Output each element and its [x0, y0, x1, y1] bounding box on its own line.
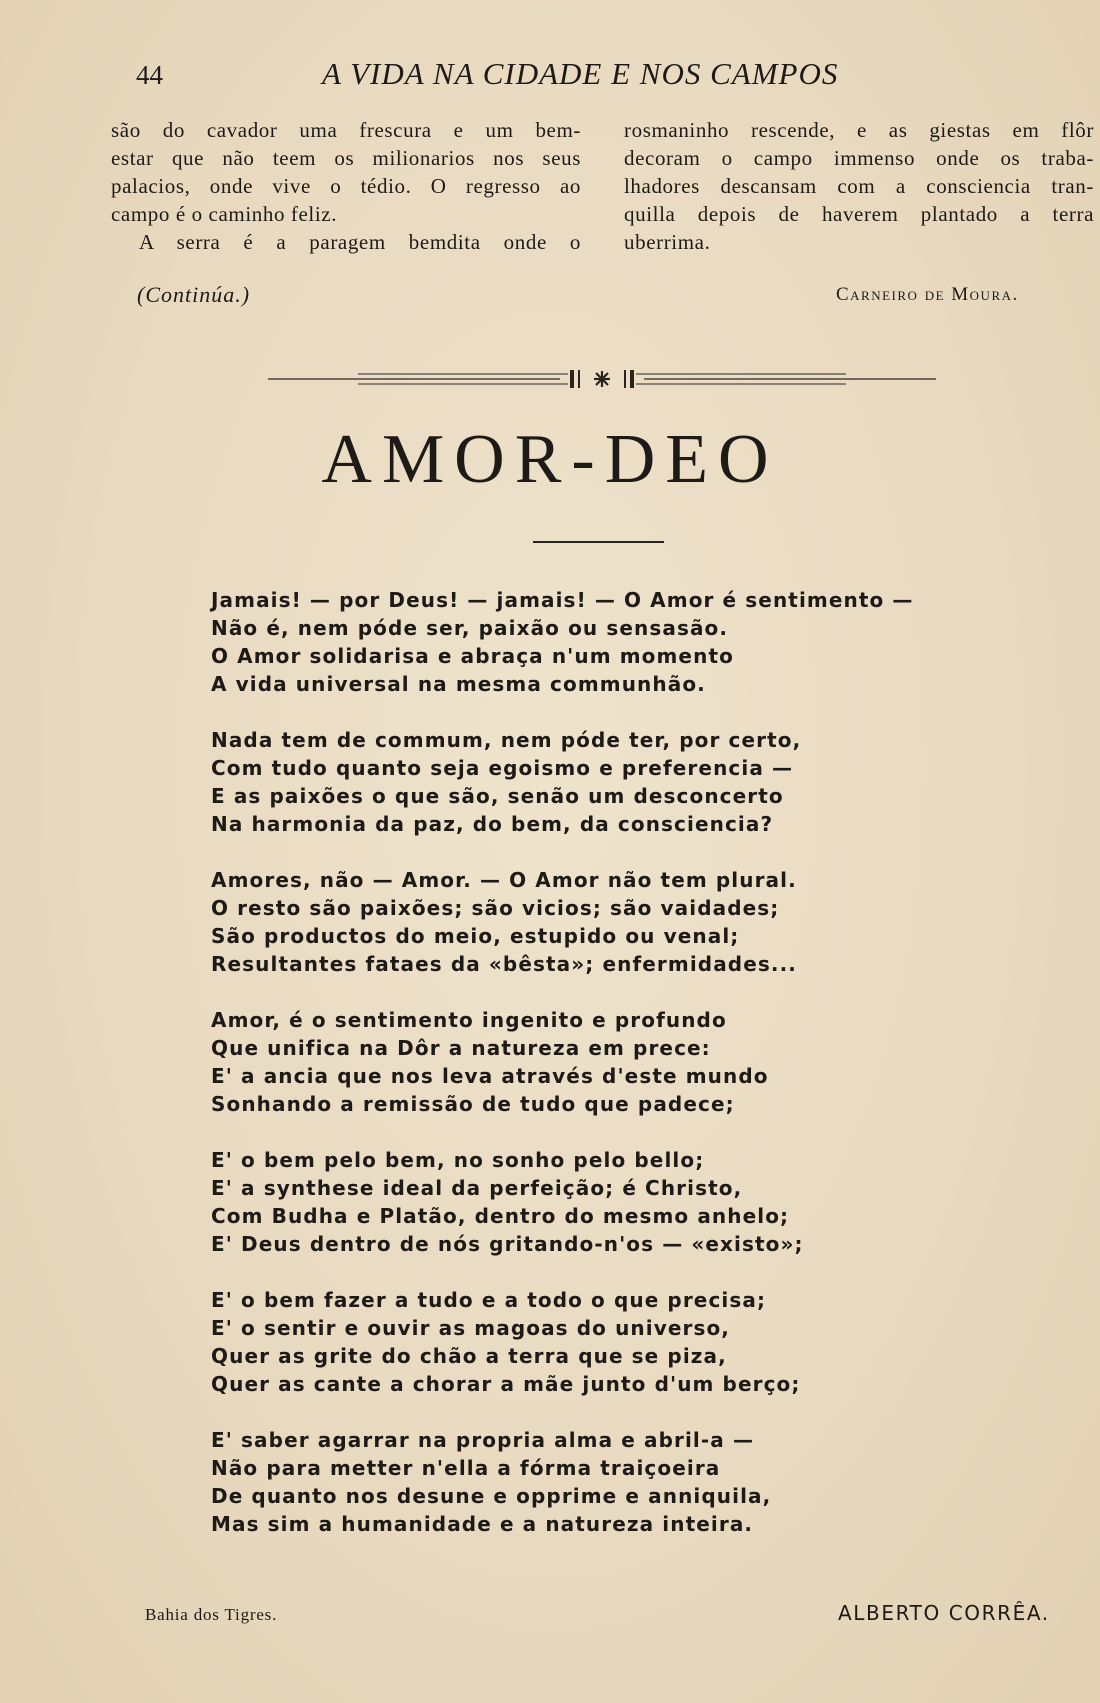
verse-line: Não para metter n'ella a fórma traiçoeira — [211, 1456, 721, 1480]
prose-line: campo é o caminho feliz. — [111, 202, 338, 226]
running-title: A VIDA NA CIDADE E NOS CAMPOS — [322, 56, 839, 91]
verse-line: São productos do meio, estupido ou venal; — [211, 924, 740, 948]
verse-line: E' a ancia que nos leva através d'este mundo — [211, 1064, 769, 1088]
prose-line: lhadores descansam com a consciencia tran- — [624, 174, 1094, 198]
verse-line: E as paixões o que são, senão um desconcerto — [211, 784, 784, 808]
verse-line: E' Deus dentro de nós gritando-n'os — «existo»; — [211, 1232, 804, 1256]
prose-line: A serra é a paragem bemdita onde o — [139, 230, 581, 254]
verse-line: Sonhando a remissão de tudo que padece; — [211, 1092, 735, 1116]
verse-line: Resultantes fataes da «bêsta»; enfermidades... — [211, 952, 797, 976]
verse-line: Que unifica na Dôr a natureza em prece: — [211, 1036, 711, 1060]
article-byline: Carneiro de Moura. — [836, 284, 1019, 305]
stanza — [211, 1286, 1031, 1398]
verse-line: E' a synthese ideal da perfeição; é Christo, — [211, 1176, 743, 1200]
verse-line: E' o bem pelo bem, no sonho pelo bello; — [211, 1148, 705, 1172]
verse-line: Mas sim a humanidade e a natureza inteira. — [211, 1512, 754, 1536]
stanza — [211, 586, 1031, 698]
prose-line: quilla depois de haverem plantado a terra — [624, 202, 1094, 226]
verse-line: E' o sentir e ouvir as magoas do universo, — [211, 1316, 731, 1340]
poem-body — [211, 586, 1031, 1566]
verse-line: A vida universal na mesma communhão. — [211, 672, 706, 696]
verse-line: Não é, nem póde ser, paixão ou sensasão. — [211, 616, 729, 640]
poem-place: Bahia dos Tigres. — [145, 1605, 278, 1624]
prose-line: palacios, onde vive o tédio. O regresso ao — [111, 174, 581, 198]
verse-line: Com tudo quanto seja egoismo e preferencia — — [211, 756, 794, 780]
verse-line: O Amor solidarisa e abraça n'um momento — [211, 644, 734, 668]
verse-line: Com Budha e Platão, dentro do mesmo anhelo; — [211, 1204, 790, 1228]
prose-column-right — [624, 116, 1094, 256]
verse-line: E' o bem fazer a tudo e a todo o que precisa; — [211, 1288, 767, 1312]
verse-line: Quer as cante a chorar a mãe junto d'um berço; — [211, 1372, 801, 1396]
verse-line: O resto são paixões; são vicios; são vaidades; — [211, 896, 780, 920]
verse-line: Nada tem de commum, nem póde ter, por certo, — [211, 728, 802, 752]
title-underline — [533, 541, 664, 543]
stanza — [211, 1006, 1031, 1118]
prose-line: decoram o campo immenso onde os traba- — [624, 146, 1094, 170]
verse-line: Na harmonia da paz, do bem, da consciencia? — [211, 812, 774, 836]
ornamental-divider — [268, 364, 936, 394]
verse-line: Quer as grite do chão a terra que se piza, — [211, 1344, 727, 1368]
poem-author: ALBERTO CORRÊA. — [838, 1601, 1050, 1625]
stanza — [211, 866, 1031, 978]
verse-line: Jamais! — por Deus! — jamais! — O Amor é sentimento — — [211, 588, 914, 612]
stanza — [211, 1146, 1031, 1258]
poem-title: AMOR-DEO — [321, 421, 779, 498]
prose-line: são do cavador uma frescura e um bem- — [111, 118, 581, 142]
stanza — [211, 1426, 1031, 1538]
verse-line: Amores, não — Amor. — O Amor não tem plural. — [211, 868, 797, 892]
verse-line: Amor, é o sentimento ingenito e profundo — [211, 1008, 727, 1032]
page-number: 44 — [136, 60, 163, 90]
prose-line: uberrima. — [624, 230, 711, 254]
prose-line: rosmaninho rescende, e as giestas em flôr — [624, 118, 1094, 142]
verse-line: De quanto nos desune e opprime e anniquila, — [211, 1484, 772, 1508]
prose-column-left — [111, 116, 581, 256]
verse-line: E' saber agarrar na propria alma e abril-a — — [211, 1428, 755, 1452]
stanza — [211, 726, 1031, 838]
prose-line: estar que não teem os milionarios nos seus — [111, 146, 581, 170]
continued-note: (Continúa.) — [137, 282, 251, 307]
